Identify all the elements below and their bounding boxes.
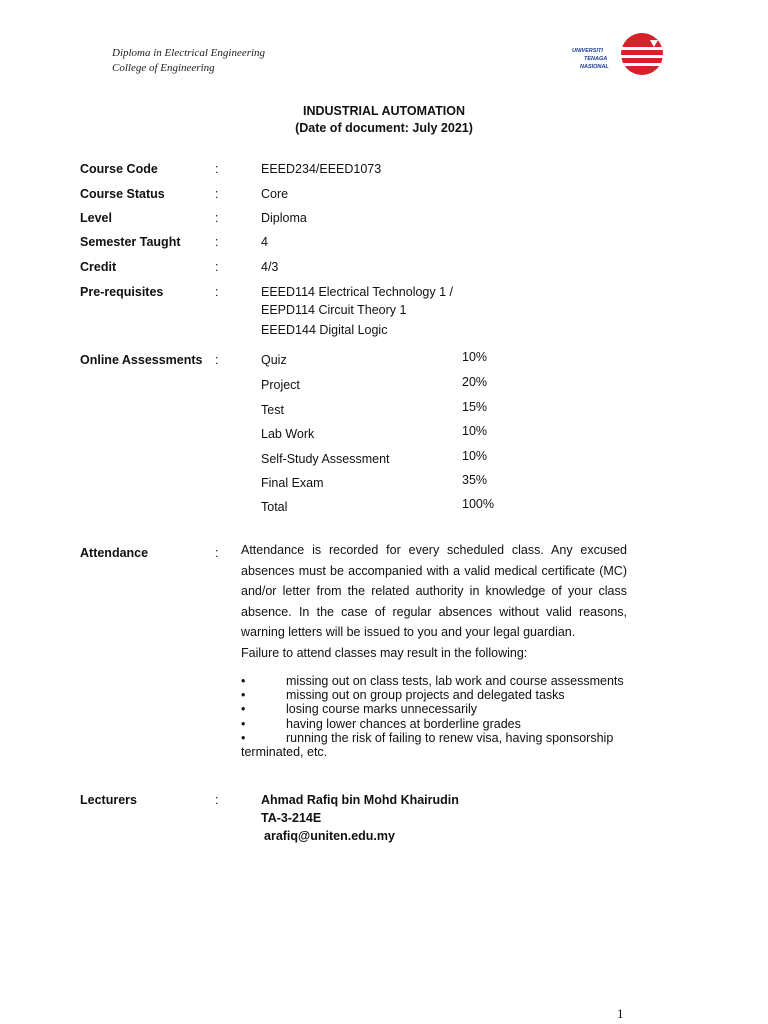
course-status-label: Course Status	[80, 187, 165, 201]
assessment-weight: 10%	[462, 449, 488, 463]
colon: :	[215, 546, 219, 560]
assessment-weight: 10%	[462, 350, 488, 364]
logo-text-1: UNIVERSITI	[572, 48, 603, 54]
prereq-item: EEED114 Electrical Technology 1 /	[261, 285, 454, 299]
document-header	[112, 46, 265, 76]
attendance-label: Attendance	[80, 546, 149, 560]
failure-intro: Failure to attend classes may result in the following:	[241, 646, 528, 660]
course-code-label: Course Code	[80, 162, 158, 176]
assessment-name: Total	[261, 500, 288, 514]
list-item-text: losing course marks unnecessarily	[286, 702, 478, 717]
document-title: INDUSTRIAL AUTOMATION	[302, 104, 466, 118]
attendance-paragraph: Attendance is recorded for every scheduled class. Any excused absences must be accompanied with a valid medical certificate (MC) and/or letter from the related authority in knowledge of your class absence. In the case of regular absences without valid reasons, warning letters will be issued to you and your legal guardian.	[241, 543, 627, 639]
list-item	[241, 702, 641, 716]
prereq-item: EEPD114 Circuit Theory 1	[261, 303, 407, 317]
uniten-logo	[566, 30, 666, 82]
colon: :	[215, 211, 219, 225]
course-code-value: EEED234/EEED1073	[261, 162, 382, 176]
semester-value: 4	[261, 235, 268, 249]
consequence-list	[241, 674, 641, 759]
colon: :	[215, 235, 219, 249]
header-program: Diploma in Electrical Engineering	[112, 47, 266, 59]
assessment-name: Project	[261, 378, 300, 392]
lecturer-name: Ahmad Rafiq bin Mohd Khairudin	[261, 793, 459, 807]
assessment-weight: 10%	[462, 424, 488, 438]
bullet: •	[241, 716, 246, 731]
assessment-weight: 20%	[462, 375, 488, 389]
level-value: Diploma	[261, 211, 307, 225]
prereq-item: EEED144 Digital Logic	[261, 323, 388, 337]
list-item-text: running the risk of failing to renew visa, having sponsorship	[286, 730, 614, 745]
semester-label: Semester Taught	[80, 235, 181, 249]
course-status-value: Core	[261, 187, 289, 201]
colon: :	[215, 793, 219, 807]
bullet: •	[241, 674, 246, 688]
colon: :	[215, 353, 219, 367]
list-item	[241, 717, 641, 731]
assessment-name: Lab Work	[261, 427, 315, 441]
list-item-wrap: terminated, etc.	[241, 745, 328, 760]
assessments-label: Online Assessments	[80, 353, 203, 367]
logo-text-2: TENAGA	[584, 56, 608, 62]
assessment-weight: 35%	[462, 473, 488, 487]
assessment-name: Quiz	[261, 353, 287, 367]
list-item	[241, 674, 641, 688]
list-item-text: having lower chances at borderline grades	[286, 716, 521, 731]
colon: :	[215, 162, 219, 176]
assessment-name: Final Exam	[261, 476, 324, 490]
assessment-name: Self-Study Assessment	[261, 452, 390, 466]
credit-value: 4/3	[261, 260, 279, 274]
document-date: (Date of document: July 2021)	[295, 121, 473, 135]
list-item-text: missing out on group projects and delegated tasks	[286, 688, 565, 703]
level-label: Level	[80, 211, 112, 225]
page-number: 1	[617, 1006, 624, 1021]
assessment-weight: 15%	[462, 400, 488, 414]
lecturer-room: TA-3-214E	[261, 811, 322, 825]
lecturers-label: Lecturers	[80, 793, 137, 807]
colon: :	[215, 187, 219, 201]
bullet: •	[241, 702, 246, 717]
colon: :	[215, 260, 219, 274]
assessment-weight: 100%	[462, 497, 494, 511]
bullet: •	[241, 688, 246, 703]
logo-text-3: NASIONAL	[580, 64, 609, 70]
prereq-label: Pre-requisites	[80, 285, 164, 299]
assessment-name: Test	[261, 403, 284, 417]
colon: :	[215, 285, 219, 299]
header-college: College of Engineering	[112, 62, 215, 74]
credit-label: Credit	[80, 260, 117, 274]
list-item-text: missing out on class tests, lab work and course assessments	[286, 674, 624, 688]
list-item	[241, 688, 641, 702]
lecturer-email[interactable]: arafiq@uniten.edu.my	[264, 829, 395, 843]
bullet: •	[241, 730, 246, 745]
list-item	[241, 731, 641, 745]
